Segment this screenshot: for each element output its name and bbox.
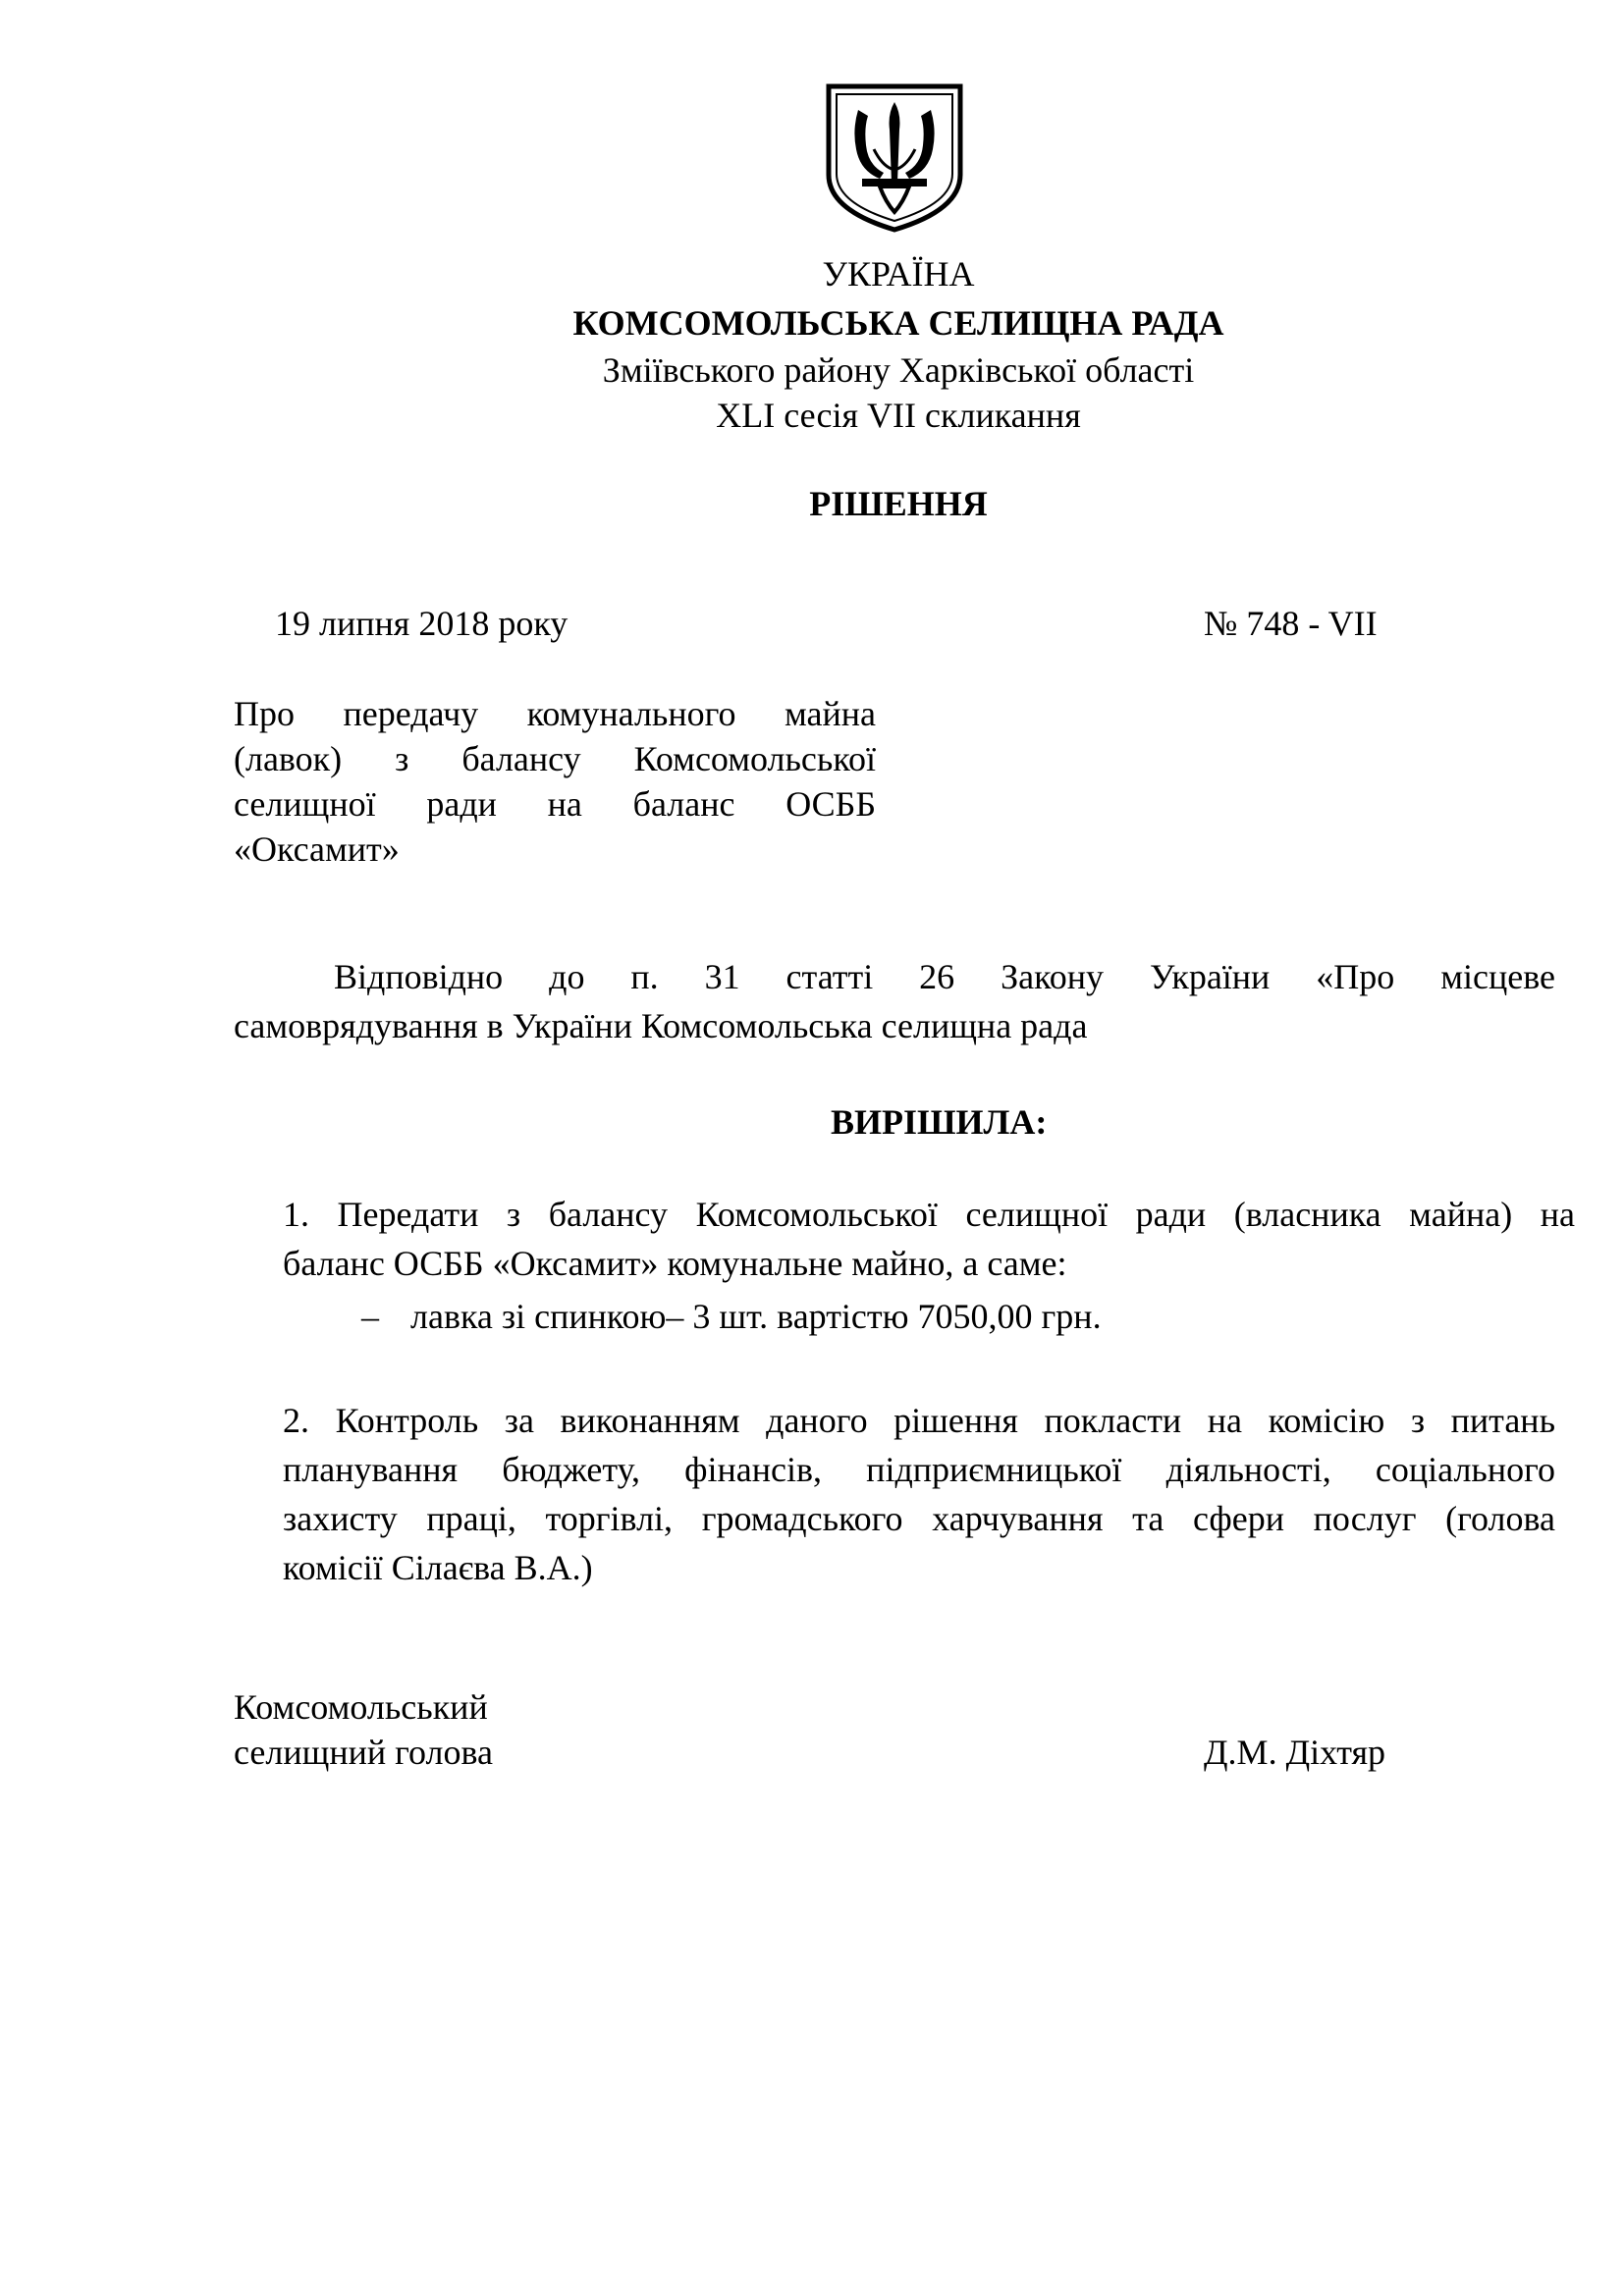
signature-title-line-1: Комсомольський: [234, 1687, 488, 1727]
subject-line-4: «Оксамит»: [234, 829, 400, 869]
item-1-line-2: баланс ОСББ «Оксамит» комунальне майно, а саме:: [283, 1244, 1067, 1283]
subject-line-1: Про передачу комунального майна: [234, 694, 876, 733]
item-2-line-1: 2. Контроль за виконанням даного рішення покласти на комісію з питань: [283, 1401, 1555, 1440]
council-name: КОМСОМОЛЬСЬКА СЕЛИЩНА РАДА: [572, 303, 1224, 343]
district-name: Зміївського району Харківської області: [602, 350, 1195, 390]
preamble-line-2: самоврядування в України Комсомольська селищна рада: [234, 1006, 1088, 1045]
item-2-line-3: захисту праці, торгівлі, громадського харчування та сфери послуг (голова: [283, 1499, 1555, 1538]
preamble-line-1: Відповідно до п. 31 статті 26 Закону України «Про місцеве: [334, 957, 1555, 996]
signature-title-line-2: селищний голова: [234, 1733, 494, 1772]
country-name: УКРАЇНА: [822, 254, 975, 294]
document-type: РІШЕННЯ: [809, 484, 988, 523]
item-1-bullet-mark: –: [361, 1297, 379, 1336]
decision-number: № 748 - VII: [1204, 604, 1378, 643]
trident-coat-of-arms-icon: [823, 80, 966, 234]
signatory-name: Д.М. Діхтяр: [1204, 1733, 1386, 1772]
item-2-line-2: планування бюджету, фінансів, підприємницької діяльності, соціального: [283, 1450, 1555, 1489]
item-1-bullet-text: лавка зі спинкою– 3 шт. вартістю 7050,00 грн.: [410, 1297, 1102, 1336]
resolved-heading: ВИРІШИЛА:: [831, 1102, 1048, 1142]
item-1-line-1: 1. Передати з балансу Комсомольської селищної ради (власника майна) на: [283, 1195, 1575, 1234]
item-2-line-4: комісії Сілаєва В.А.): [283, 1548, 593, 1587]
decision-date: 19 липня 2018 року: [275, 604, 568, 643]
subject-line-3: селищної ради на баланс ОСББ: [234, 784, 876, 824]
session-info: XLI сесія VII скликання: [716, 396, 1081, 435]
subject-line-2: (лавок) з балансу Комсомольської: [234, 739, 876, 778]
